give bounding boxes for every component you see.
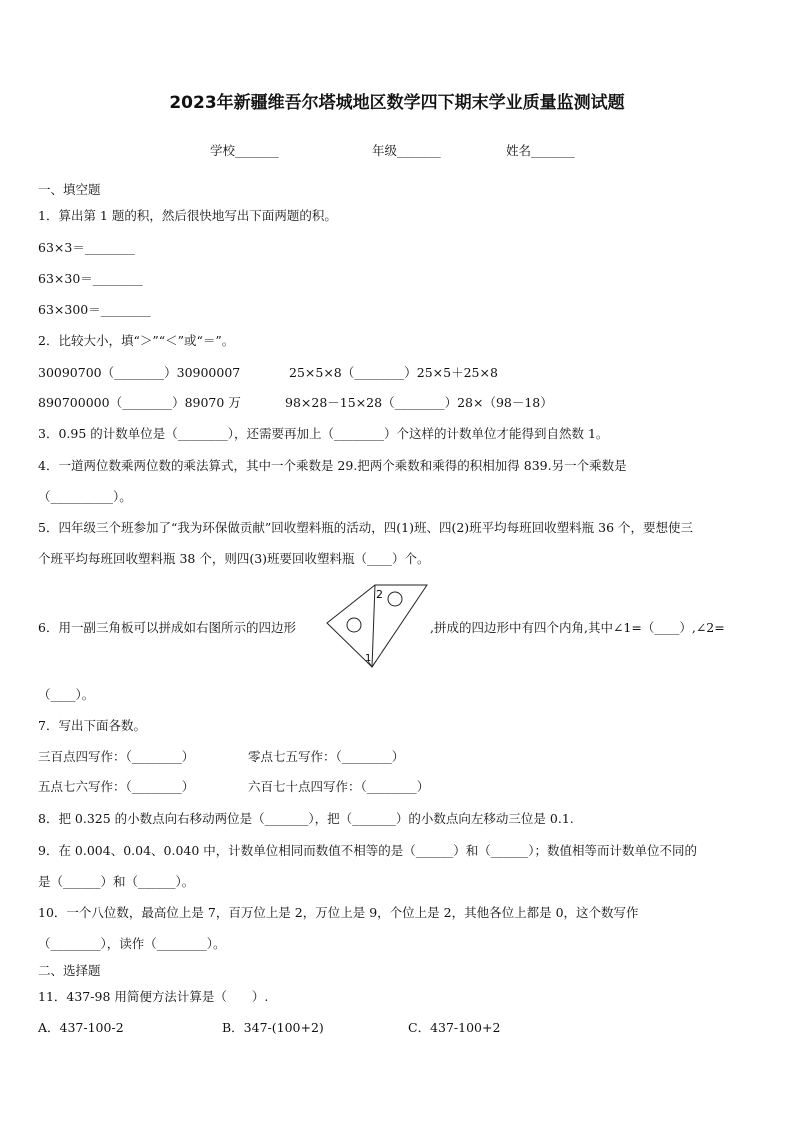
question-6-after: ,拼成的四边形中有四个内角,其中∠1=（____）,∠2= — [430, 620, 725, 635]
angle-2-label: 2 — [376, 588, 383, 601]
question-4-line-2: （__________）。 — [38, 489, 132, 504]
q11-option-c: C．437-100+2 — [408, 1020, 501, 1035]
q1-item-b: 63×30＝________ — [38, 271, 143, 286]
name-field: 姓名_______ — [506, 143, 575, 158]
q11-option-a: A．437-100-2 — [38, 1020, 124, 1035]
q7-item-a: 三百点四写作：（________） — [38, 749, 195, 764]
school-field: 学校_______ — [210, 143, 279, 158]
quadrilateral-figure — [325, 581, 429, 671]
question-9-line-1: 9．在 0.004、0.04、0.040 中，计数单位相同而数值不相等的是（______）和（______）；数值相等而计数单位不同的 — [38, 843, 698, 858]
grade-field: 年级_______ — [372, 143, 441, 158]
question-9-line-2: 是（______）和（______）。 — [38, 874, 195, 889]
section-multiple-choice: 二、选择题 — [38, 963, 101, 978]
question-3: 3．0.95 的计数单位是（________），还需要再加上（________）个这样的计数单位才能得到自然数 1。 — [38, 426, 609, 441]
q7-item-d: 六百七十点四写作：（________） — [248, 779, 430, 794]
triangle-hole-left — [347, 618, 361, 632]
question-11: 11．437-98 用简便方法计算是（ ）. — [38, 989, 269, 1004]
question-2: 2．比较大小，填“＞”“＜”或“＝”。 — [38, 333, 235, 348]
question-8: 8．把 0.325 的小数点向右移动两位是（_______），把（_______）的小数点向左移动三位是 0.1. — [38, 811, 574, 826]
question-6-line-2: （____）。 — [38, 687, 95, 702]
q7-item-b: 零点七五写作：（________） — [248, 749, 405, 764]
triangle-hole-right — [388, 592, 402, 606]
section-fill-blank: 一、填空题 — [38, 182, 101, 197]
q1-item-a: 63×3＝________ — [38, 240, 135, 255]
question-7: 7．写出下面各数。 — [38, 718, 146, 733]
question-1: 1．算出第 1 题的积，然后很快地写出下面两题的积。 — [38, 208, 337, 223]
q7-item-c: 五点七六写作：（________） — [38, 779, 195, 794]
question-6-before: 6．用一副三角板可以拼成如右图所示的四边形 — [38, 620, 296, 635]
q2-item-d: 98×28－15×28（________）28×（98－18） — [285, 395, 553, 410]
q11-option-b: B．347-(100+2) — [222, 1020, 324, 1035]
q2-item-b: 25×5×8（________）25×5＋25×8 — [289, 365, 498, 380]
question-5-line-1: 5．四年级三个班参加了“我为环保做贡献”回收塑料瓶的活动，四(1)班、四(2)班平均每班回收塑料瓶 36 个，要想使三 — [38, 520, 694, 535]
q2-item-c: 890700000（________）89070 万 — [38, 395, 241, 410]
page-title: 2023年新疆维吾尔塔城地区数学四下期末学业质量监测试题 — [169, 93, 625, 113]
question-4-line-1: 4．一道两位数乘两位数的乘法算式，其中一个乘数是 29.把两个乘数和乘得的积相加得 839.另一个乘数是 — [38, 458, 627, 473]
question-10-line-1: 10．一个八位数，最高位上是 7，百万位上是 2，万位上是 9，个位上是 2，其他各位上都是 0，这个数写作 — [38, 905, 639, 920]
question-5-line-2: 个班平均每班回收塑料瓶 38 个，则四(3)班要回收塑料瓶（____）个。 — [38, 551, 430, 566]
question-10-line-2: （________），读作（________）。 — [38, 936, 226, 951]
angle-1-label: 1 — [365, 653, 372, 664]
q1-item-c: 63×300＝________ — [38, 302, 151, 317]
q2-item-a: 30090700（________）30900007 — [38, 365, 241, 380]
